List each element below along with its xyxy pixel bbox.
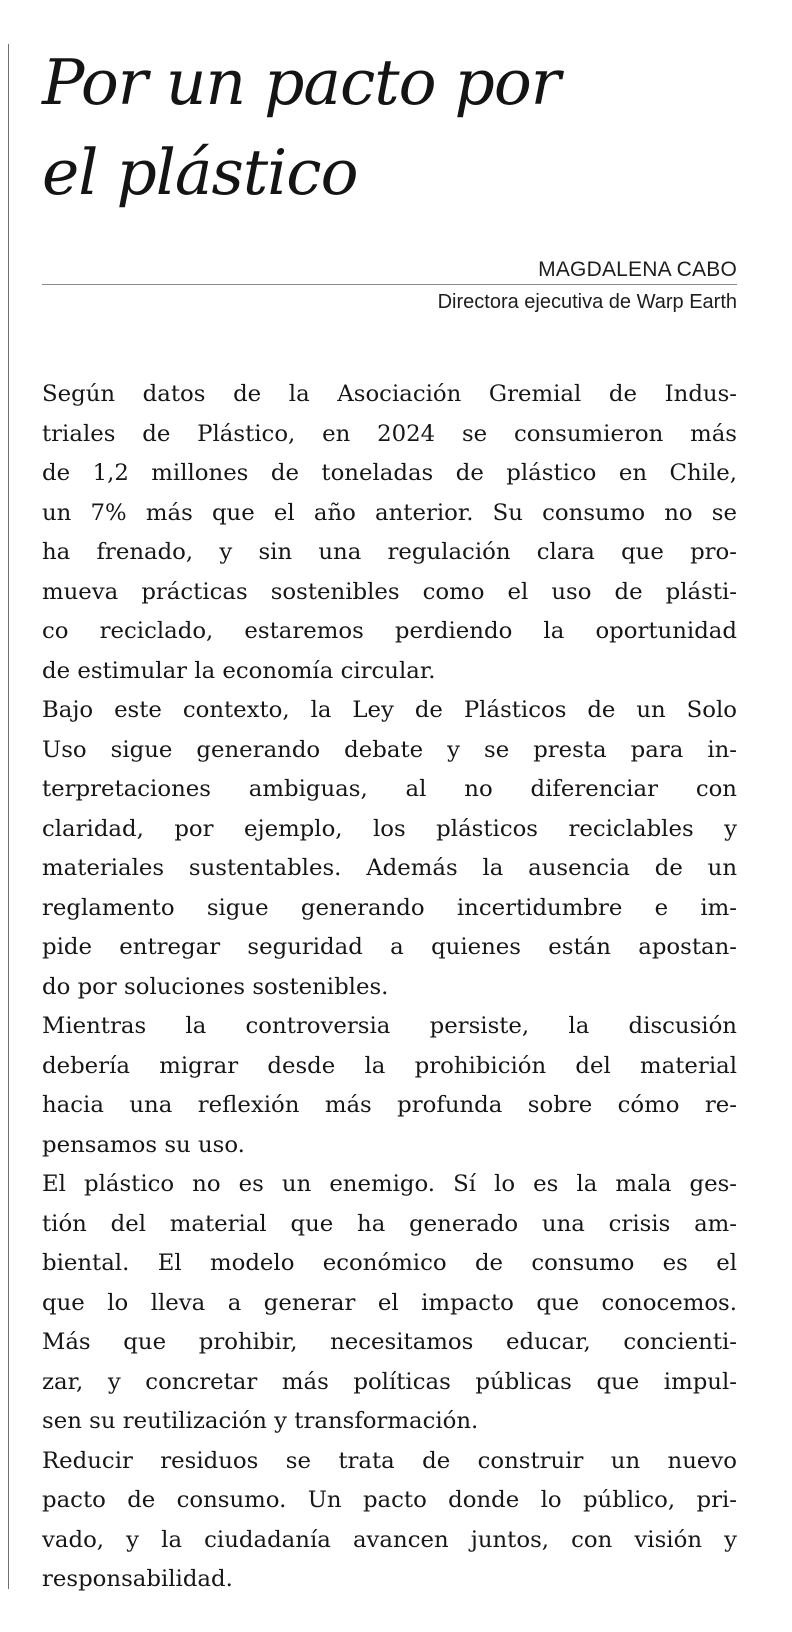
title-line: Por un pacto por — [42, 46, 560, 119]
body-line: reglamento sigue generando incertidumbre e im- — [42, 894, 737, 921]
body-line: responsabilidad. — [42, 1566, 233, 1592]
body-line: hacia una reflexión más profunda sobre cómo re- — [42, 1092, 737, 1118]
article-title — [42, 38, 742, 218]
body-line: Reducir residuos se trata de construir un nuevo — [42, 1447, 737, 1474]
body-line: triales de Plástico, en 2024 se consumieron más — [42, 420, 737, 447]
title-line: el plástico — [42, 136, 358, 209]
body-line: Según datos de la Asociación Gremial de Indus- — [42, 381, 737, 407]
body-line: sen su reutilización y transformación. — [42, 1408, 479, 1434]
body-line: pacto de consumo. Un pacto donde lo público, pri- — [42, 1487, 737, 1513]
author-name: MAGDALENA CABO — [538, 258, 737, 281]
author-role: Directora ejecutiva de Warp Earth — [437, 291, 737, 313]
body-line: El plástico no es un enemigo. Sí lo es la mala ges- — [42, 1171, 737, 1197]
body-line: un 7% más que el año anterior. Su consumo no se — [42, 499, 737, 526]
body-line: pensamos su uso. — [42, 1131, 245, 1158]
body-line: do por soluciones sostenibles. — [42, 973, 389, 1000]
body-line: claridad, por ejemplo, los plásticos reciclables y — [42, 815, 737, 842]
body-line: Uso sigue generando debate y se presta para in- — [42, 736, 737, 763]
body-line: biental. El modelo económico de consumo es el — [42, 1250, 737, 1276]
body-line: de 1,2 millones de toneladas de plástico en Chile, — [42, 460, 737, 486]
body-line: de estimular la economía circular. — [42, 657, 436, 684]
body-line: terpretaciones ambiguas, al no diferenciar con — [42, 776, 737, 802]
body-line: que lo lleva a generar el impacto que conocemos. — [42, 1289, 737, 1316]
body-line: Más que prohibir, necesitamos educar, concienti- — [42, 1329, 737, 1355]
body-line: Mientras la controversia persiste, la discusión — [42, 1013, 737, 1039]
body-line: ha frenado, y sin una regulación clara que pro- — [42, 539, 737, 565]
body-line: materiales sustentables. Además la ausencia de un — [42, 855, 737, 881]
body-line: debería migrar desde la prohibición del material — [42, 1052, 737, 1079]
body-line: mueva prácticas sostenibles como el uso de plásti- — [42, 578, 737, 605]
body-line: co reciclado, estaremos perdiendo la oportunidad — [42, 618, 737, 644]
body-line: zar, y concretar más políticas públicas que impul- — [42, 1368, 737, 1395]
body-line: pide entregar seguridad a quienes están apostan- — [42, 934, 737, 960]
body-line: Bajo este contexto, la Ley de Plásticos de un Solo — [42, 697, 737, 723]
byline-divider — [42, 284, 737, 285]
body-line: tión del material que ha generado una crisis am- — [42, 1210, 737, 1237]
column-divider — [8, 44, 9, 1589]
article-body — [42, 375, 737, 1600]
body-line: vado, y la ciudadanía avancen juntos, con visión y — [42, 1526, 737, 1553]
